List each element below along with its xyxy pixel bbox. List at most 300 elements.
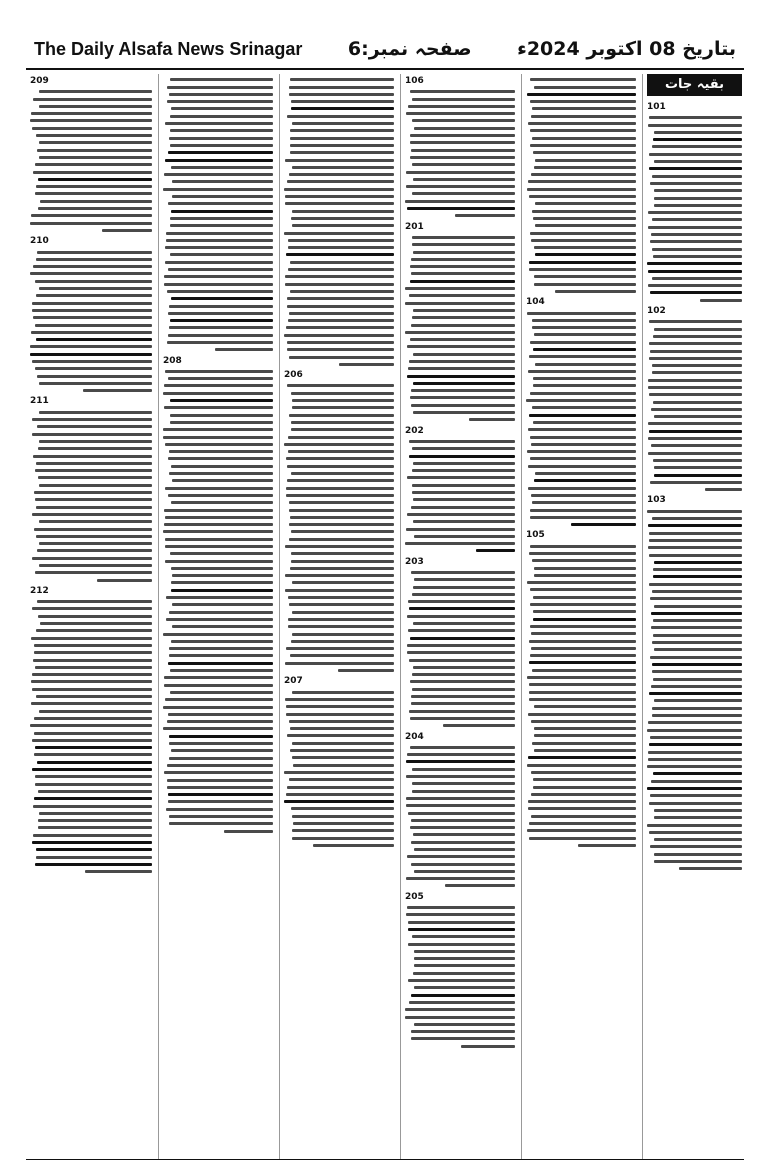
text-line [652,218,742,221]
text-line [409,607,515,610]
text-line [410,134,515,137]
article-number: 105 [526,530,545,541]
text-line [413,498,515,501]
masthead-rule [26,68,744,70]
text-line [654,838,742,841]
text-line [649,357,742,360]
text-line [163,428,273,431]
text-line [292,815,394,818]
text-line [412,98,515,101]
text-line [289,414,394,417]
text-line [530,144,636,147]
text-line [534,283,636,286]
text-line [292,224,394,227]
text-line [406,797,515,800]
text-line [169,93,273,96]
text-line [32,768,152,771]
text-line [650,350,742,353]
text-line [291,552,394,555]
text-line [534,734,636,737]
text-line [469,418,515,421]
text-line [288,319,394,322]
text-line [411,1030,515,1033]
text-line [648,422,742,425]
text-line [166,596,273,599]
text-line [413,972,515,975]
article-block [30,76,152,232]
text-line [167,764,273,767]
text-line [170,224,273,227]
text-line [530,588,636,591]
text-line [30,345,152,348]
text-line [654,204,742,207]
text-line [171,501,273,504]
text-line [289,603,394,606]
text-line [406,760,515,763]
text-line [648,452,742,455]
text-line [461,1045,515,1048]
text-line [172,479,273,482]
text-line [289,501,394,504]
text-line [291,392,394,395]
text-line [412,236,515,239]
text-line [292,581,394,584]
article-block [30,586,152,873]
text-line [412,673,515,676]
text-line [171,589,273,592]
text-line [38,819,152,822]
text-line [532,319,636,322]
text-line [167,779,273,782]
text-line [412,782,515,785]
text-line [408,812,515,815]
text-line [410,90,515,93]
text-line [648,386,742,389]
article-block [526,78,636,293]
text-line [649,320,742,323]
article-block [163,356,273,833]
text-line [476,549,515,552]
text-line [649,167,742,170]
text-line [528,465,636,468]
text-line [534,567,636,570]
article-number: 207 [284,676,303,687]
text-line [167,86,273,89]
text-line [164,275,273,278]
text-line [291,530,394,533]
text-line [38,476,152,479]
text-line [530,100,636,103]
text-line [32,309,152,312]
text-line [409,710,515,713]
text-line [289,538,394,541]
article-block [405,426,515,553]
text-line [412,935,515,938]
text-line [443,724,515,727]
text-line [168,151,273,154]
text-line [648,758,742,761]
section-heading: بقیہ جات [647,74,742,96]
text-line [288,268,394,271]
text-line [292,742,394,745]
text-line [529,661,636,664]
text-line [165,560,273,563]
text-line [654,699,742,702]
text-line [408,105,515,108]
text-line [286,705,394,708]
text-line [288,625,394,628]
text-line [414,535,515,538]
text-line [414,870,515,873]
text-line [649,692,742,695]
article-block [405,732,515,888]
text-line [414,957,515,960]
text-line [169,757,273,760]
text-line [531,771,636,774]
text-line [169,305,273,308]
text-line [32,607,152,610]
text-line [289,509,394,512]
text-line [292,210,394,213]
text-line [652,670,742,673]
text-line [527,676,636,679]
text-line [653,401,742,404]
text-line [36,629,152,632]
text-line [408,943,515,946]
text-line [649,116,742,119]
text-line [648,226,742,229]
text-line [411,404,515,407]
text-line [649,539,742,542]
text-line [169,647,273,650]
text-line [168,377,273,380]
text-line [527,312,636,315]
text-line [407,375,515,378]
text-line [37,375,152,378]
text-line [653,634,742,637]
text-line [650,182,742,185]
text-line [532,107,636,110]
text-line [530,509,636,512]
text-line [578,844,636,847]
text-line [413,309,515,312]
text-line [648,211,742,214]
text-line [293,822,394,825]
text-line [405,200,515,203]
text-line [650,291,742,294]
text-line [654,860,742,863]
text-line [38,615,152,618]
text-line [164,509,273,512]
text-line [31,112,152,115]
text-line [83,389,152,392]
text-line [170,691,273,694]
text-line [288,436,394,439]
article-number: 206 [284,370,303,381]
text-line [412,491,515,494]
text-line [291,640,394,643]
text-line [410,717,515,720]
text-line [407,513,515,516]
text-line [38,207,152,210]
text-line [165,122,273,125]
text-line [406,185,515,188]
text-line [412,688,515,691]
text-line [654,160,742,163]
text-line [291,217,394,220]
text-line [97,579,152,582]
text-line [285,545,394,548]
text-line [35,571,152,574]
text-line [35,469,152,472]
text-line [652,175,742,178]
text-line [290,567,394,570]
text-line [34,732,152,735]
text-line [649,430,742,433]
text-line [649,802,742,805]
text-line [411,863,515,866]
text-line [286,253,394,256]
text-line [407,651,515,654]
text-line [527,764,636,767]
article-number: 103 [647,495,666,506]
text-line [652,590,742,593]
text-line [289,312,394,315]
text-line [527,581,636,584]
text-line [532,326,636,329]
text-line [408,600,515,603]
text-line [164,173,273,176]
text-line [653,138,742,141]
text-line [290,144,394,147]
text-line [407,476,515,479]
text-line [410,396,515,399]
text-line [33,98,152,101]
text-line [654,816,742,819]
text-line [530,654,636,657]
text-line [414,950,515,953]
text-line [650,845,742,848]
text-line [411,149,515,152]
text-line [648,721,742,724]
text-line [166,239,273,242]
text-line [534,749,636,752]
text-line [37,761,153,764]
text-line [285,662,394,665]
text-line [286,647,394,650]
text-line [39,411,152,414]
text-line [533,377,636,380]
text-line [37,600,152,603]
text-line [651,685,742,688]
text-line [167,786,273,789]
text-line [39,382,152,385]
text-line [535,363,636,366]
text-line [35,666,152,669]
text-line [292,611,394,614]
text-line [531,720,636,723]
text-line [164,283,273,286]
text-line [36,294,152,297]
text-line [652,145,743,148]
text-line [652,517,742,520]
text-line [654,197,742,200]
text-line [35,192,152,195]
text-line [168,457,273,460]
text-line [170,144,273,147]
text-line [527,93,636,96]
text-line [530,78,636,81]
text-line [35,775,152,778]
text-line [528,487,636,490]
text-line [36,258,152,261]
text-line [35,163,152,166]
text-line [412,243,515,246]
text-line [654,648,742,651]
text-line [290,749,394,752]
text-line [287,180,394,183]
text-line [530,436,636,439]
text-line [164,406,273,409]
text-line [288,596,394,599]
text-line [284,443,394,446]
text-line [405,302,515,305]
text-line [289,720,394,723]
text-line [412,593,515,596]
text-line [445,884,515,887]
text-line [414,964,515,967]
text-line [528,122,636,125]
text-line [169,822,273,825]
text-line [410,265,515,268]
text-line [529,268,636,271]
text-line [165,159,273,162]
text-line [652,714,742,717]
text-line [338,669,394,672]
text-line [529,691,636,694]
text-line [32,841,152,844]
text-line [284,800,394,803]
text-line [30,222,152,225]
text-line [648,284,742,287]
text-line [286,487,394,490]
footer-rule [26,1159,744,1160]
article-number: 106 [405,76,424,86]
text-line [170,669,273,672]
text-line [654,466,742,469]
text-line [40,622,152,625]
text-line [36,506,152,509]
text-line [170,253,273,256]
text-line [528,428,636,431]
text-line [32,688,152,691]
text-line [285,589,394,592]
text-line [30,119,152,122]
text-line [291,421,394,424]
article-block [284,370,394,672]
text-line [35,280,152,283]
text-line [411,258,515,261]
text-line [171,640,273,643]
text-line [653,255,742,258]
column-divider [521,74,522,1159]
text-line [532,406,636,409]
text-line [647,787,742,790]
text-line [650,597,742,600]
text-line [405,1008,515,1011]
column-divider [400,74,401,1159]
text-line [705,488,742,491]
text-line [285,698,394,701]
text-line [531,443,636,446]
text-line [647,262,742,265]
text-line [38,790,152,793]
text-line [163,530,273,533]
text-line [648,270,742,273]
article-block [163,78,273,351]
text-line [164,771,273,774]
text-line [165,516,273,519]
text-line [288,450,394,453]
text-line [287,786,394,789]
text-line [654,474,742,477]
text-line [287,734,394,737]
text-line [166,232,273,235]
text-line [534,333,636,336]
text-line [284,188,394,191]
text-line [168,713,273,716]
text-line [170,421,273,424]
text-line [287,348,394,351]
text-line [528,807,636,810]
issue-date: بتاریخ 08 اکتوبر 2024ء [517,38,736,60]
text-line [414,848,515,851]
text-line [652,364,742,367]
text-line [32,418,152,421]
text-line [653,335,742,338]
article-block [30,396,152,581]
text-line [410,156,515,159]
text-line [34,651,152,654]
text-line [164,684,273,687]
text-line [291,428,394,431]
text-line [654,809,742,812]
text-line [163,392,273,395]
text-line [410,141,515,144]
article-block [405,892,515,1048]
text-line [171,297,273,300]
text-line [284,334,394,337]
text-line [290,151,394,154]
text-line [32,433,152,436]
text-line [411,324,515,327]
text-line [31,214,152,217]
text-line [408,629,515,632]
text-line [532,137,636,140]
text-line [529,261,636,264]
text-line [648,546,742,549]
article-number: 101 [647,102,666,112]
text-line [409,1001,515,1004]
column-3 [405,74,515,1159]
text-line [39,812,152,815]
text-line [413,353,515,356]
text-line [411,994,515,997]
text-line [165,545,273,548]
article-number: 212 [30,585,49,596]
text-line [406,775,515,778]
text-line [164,676,273,679]
